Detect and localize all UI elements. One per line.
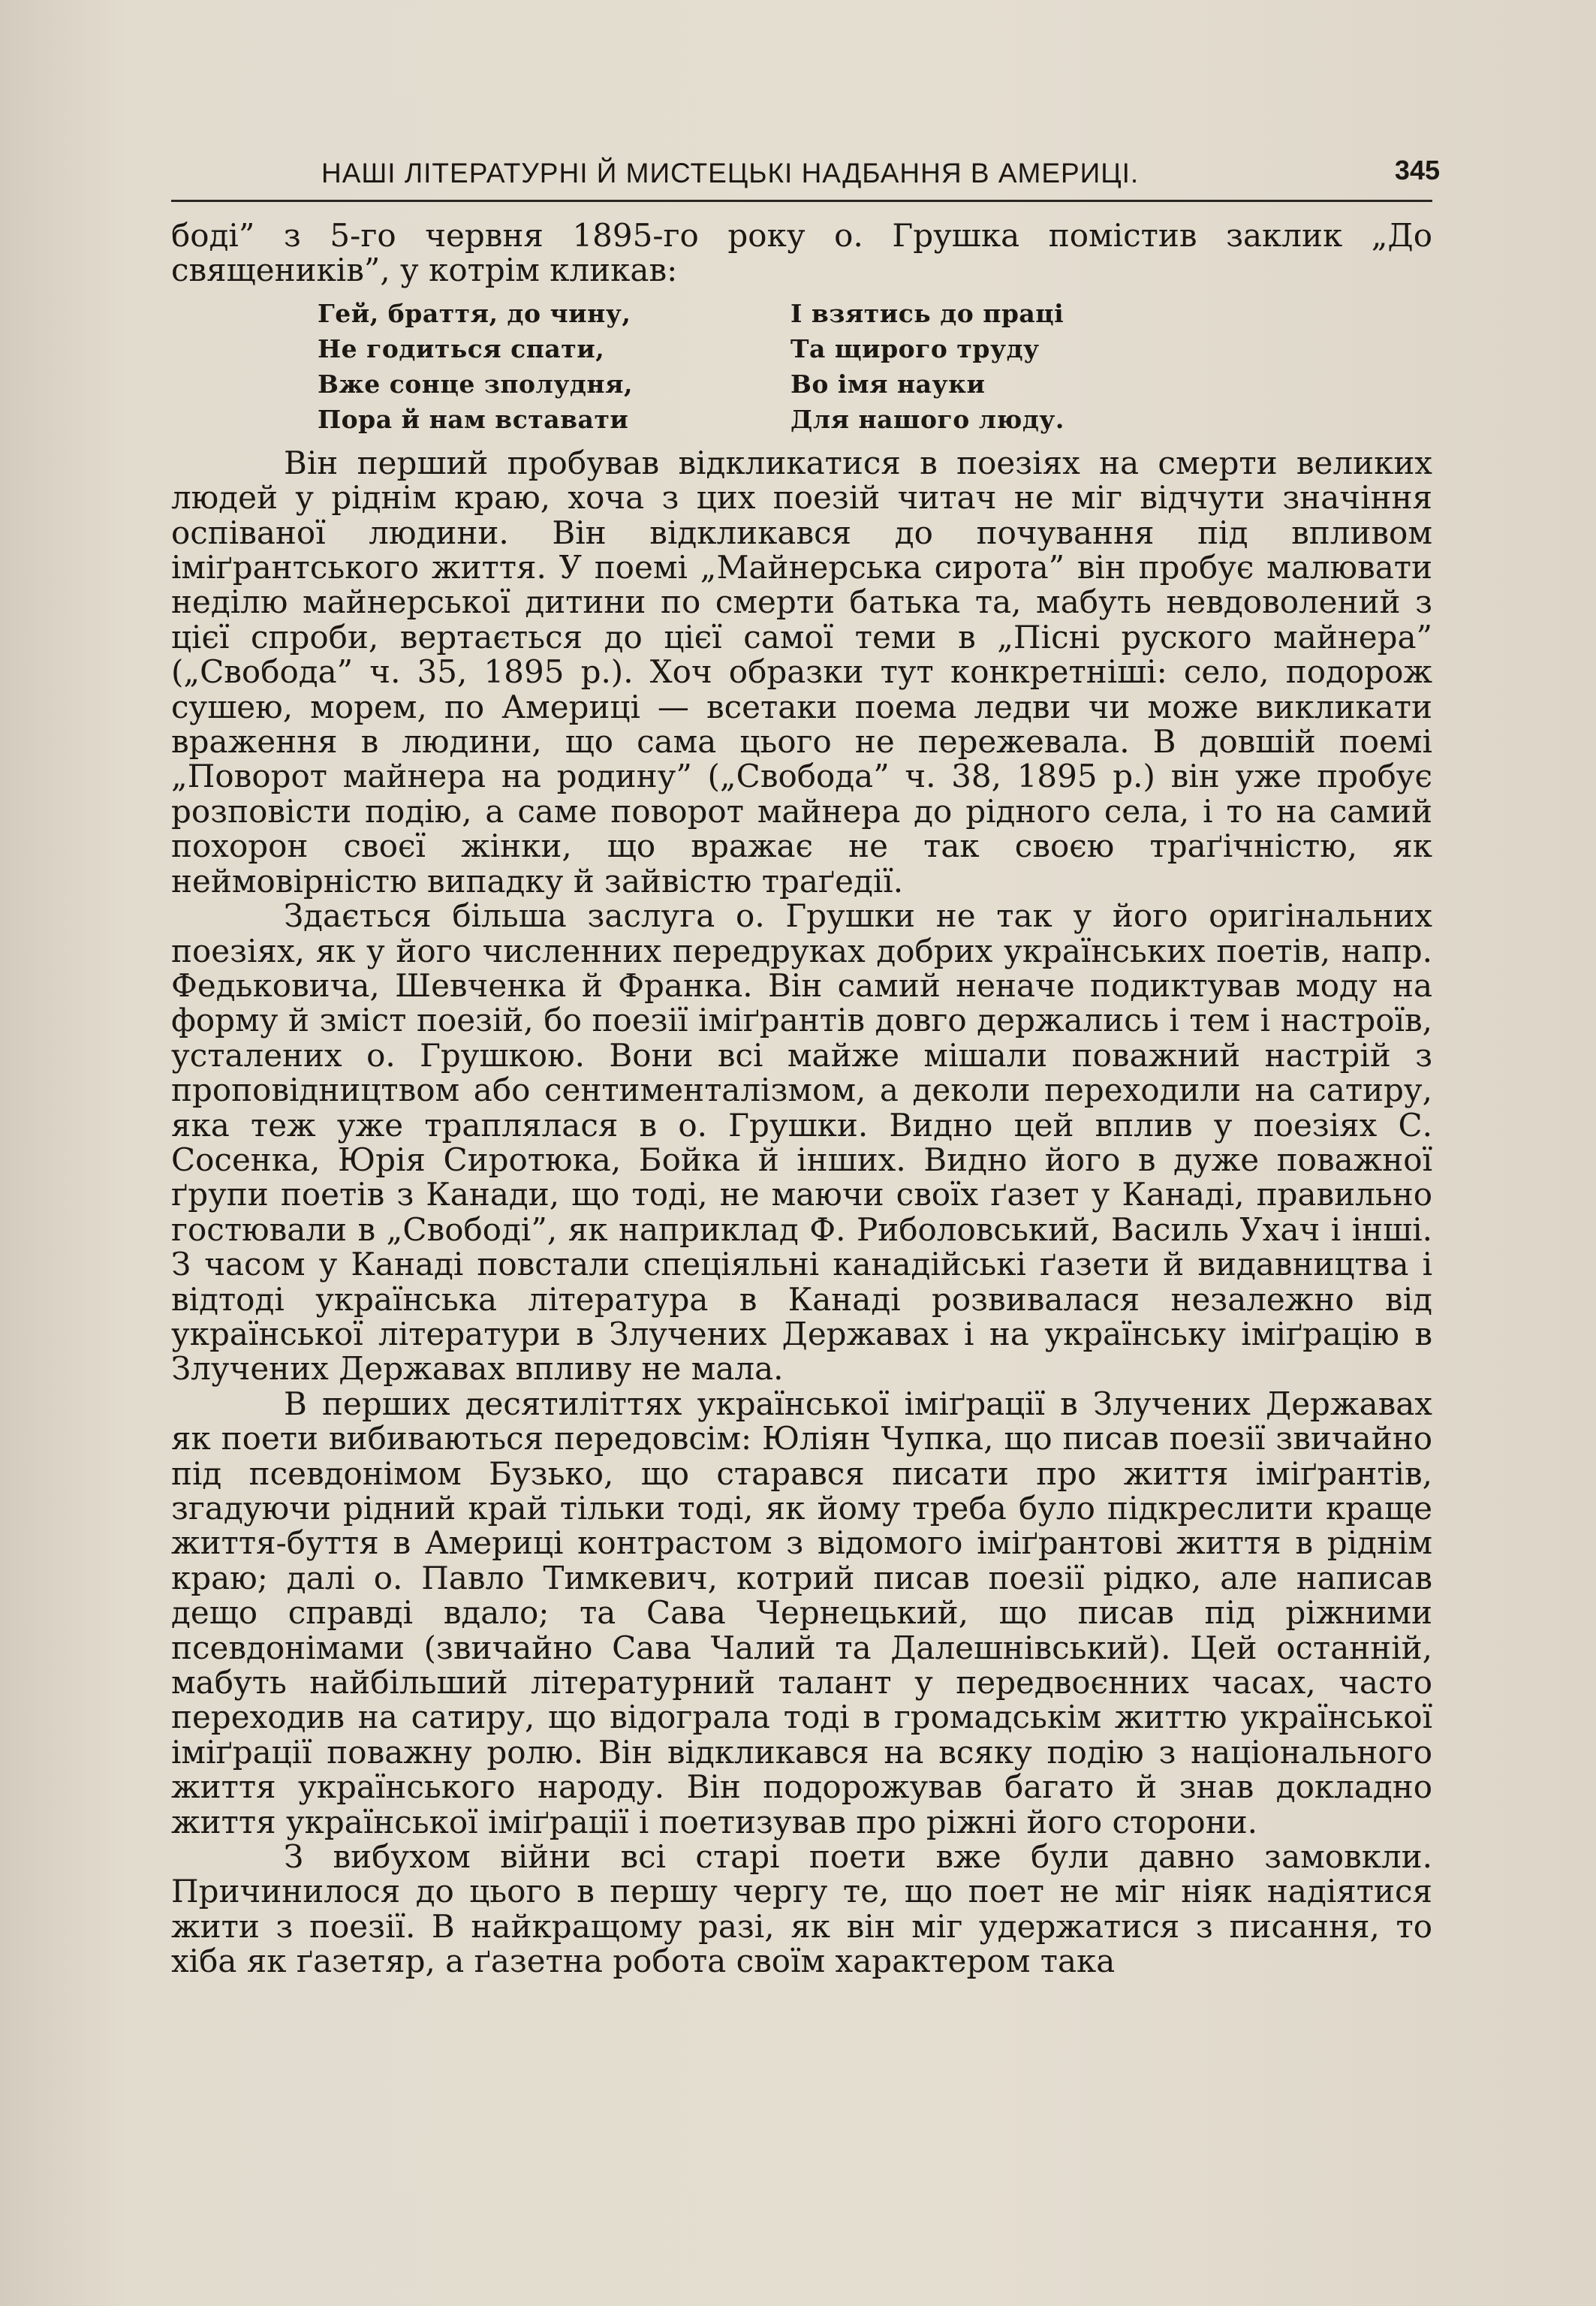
poem-line: Та щирого труду <box>790 333 1040 363</box>
paragraph: Він перший пробував відкликатися в поезіях на смерти великих людей у ріднім краю, хоча з цих поезій читач не міг відчути значіння оспіваної людини. Він відкликався до почування під впливом іміґрантського життя. У поемі „Майнерська сирота” він пробує малювати неділю майнерської дитини по смерти батька та, мабуть невдоволений з цієї спроби, вертається до цієї самої теми в „Пісні руского майнера” („Свобода” ч. 35, 1895 р.). Хоч образки тут конкретніші: село, подорож сушею, морем, по Америці — всетаки поема ледви чи може викликати враження в людини, що сама цього не пережевала. В довшій поемі „Поворот майнера на родину” („Свобода” ч. 38, 1895 р.) він уже пробує розповісти подію, а саме поворот майнера до рідного села, і то на самий похорон своєї жінки, що вражає не так своєю траґічністю, як неймовірністю випадку й зайвістю траґедії. <box>171 444 1432 900</box>
poem-line: Пора й нам вставати <box>318 404 629 434</box>
poem-quote <box>171 296 1432 437</box>
paragraph: З вибухом війни всі старі поети вже були давно замовкли. Причинилося до цього в першу чергу те, що поет не міг ніяк надіятися жити з поезії. В найкращому разі, як він міг удержатися з писання, то хіба як ґазетяр, а ґазетна робота своїм характером така <box>171 1838 1432 1980</box>
running-title: НАШІ ЛІТЕРАТУРНІ Й МИСТЕЦЬКІ НАДБАННЯ В АМЕРИЦІ. <box>321 158 1140 188</box>
poem-line: Во імя науки <box>790 369 986 399</box>
opening-paragraph: боді” з 5-го червня 1895-го року о. Грушка помістив заклик „До священиків”, у котрім кликав: <box>171 217 1432 289</box>
poem-line: Вже сонце зполудня, <box>318 369 633 399</box>
poem-line: Для нашого люду. <box>790 404 1065 434</box>
running-head <box>171 147 1440 202</box>
poem-column-left <box>318 296 790 437</box>
poem-line: Не годиться спати, <box>318 333 605 363</box>
page-number: 345 <box>1394 155 1440 185</box>
paragraph: В перших десятиліттях української іміґрації в Злучених Державах як поети вибиваються передовсім: Юліян Чупка, що писав поезії звичайно під псевдонімом Бузько, що старався писати про життя іміґрантів, згадуючи рідний край тільки тоді, як йому треба було підкреслити краще життя-буття в Америці контрастом з відомого іміґрантові життя в ріднім краю; далі о. Павло Тимкевич, котрий писав поезії рідко, але написав дещо справді вдало; та Сава Чернецький, що писав під ріжними псевдонімами (звичайно Сава Чалий та Далешнівський). Цей останній, мабуть найбільший літературний талант у передвоєнних часах, часто переходив на сатиру, що відограла тоді в громадськім життю української іміґрації поважну ролю. Він відкликався на всяку подію з національного життя українського народу. Він подорожував багато й знав докладно життя української іміґрації і поетизував про ріжні його сторони. <box>171 1385 1432 1840</box>
book-page <box>171 147 1440 1980</box>
page-text <box>171 219 1432 1979</box>
poem-line: Гей, браття, до чину, <box>318 298 631 328</box>
paragraph: Здається більша заслуга о. Грушки не так у його оригінальних поезіях, як у його численних передруках добрих українських поетів, напр. Федьковича, Шевченка й Франка. Він самий неначе подиктував моду на форму й зміст поезій, бо поезії іміґрантів довго держались і тем і настроїв, усталених о. Грушкою. Вони всі майже мішали поважний настрій з проповідництвом або сентименталізмом, а деколи переходили на сатиру, яка теж уже траплялася в о. Грушки. Видно цей вплив у поезіях С. Сосенка, Юрія Сиротюка, Бойка й інших. Видно його в дуже поважної ґрупи поетів з Канади, що тоді, не маючи своїх ґазет у Канаді, правильно гостювали в „Свободі”, як наприклад Ф. Риболовський, Василь Ухач і інші. З часом у Канаді повстали спеціяльні канадійські ґазети й видавництва і відтоді українська література в Канаді розвивалася незалежно від української літератури в Злучених Державах і на українську іміґрацію в Злучених Державах впливу не мала. <box>171 897 1432 1388</box>
poem-line: І взятись до праці <box>790 298 1065 328</box>
poem-column-right <box>790 296 1065 437</box>
